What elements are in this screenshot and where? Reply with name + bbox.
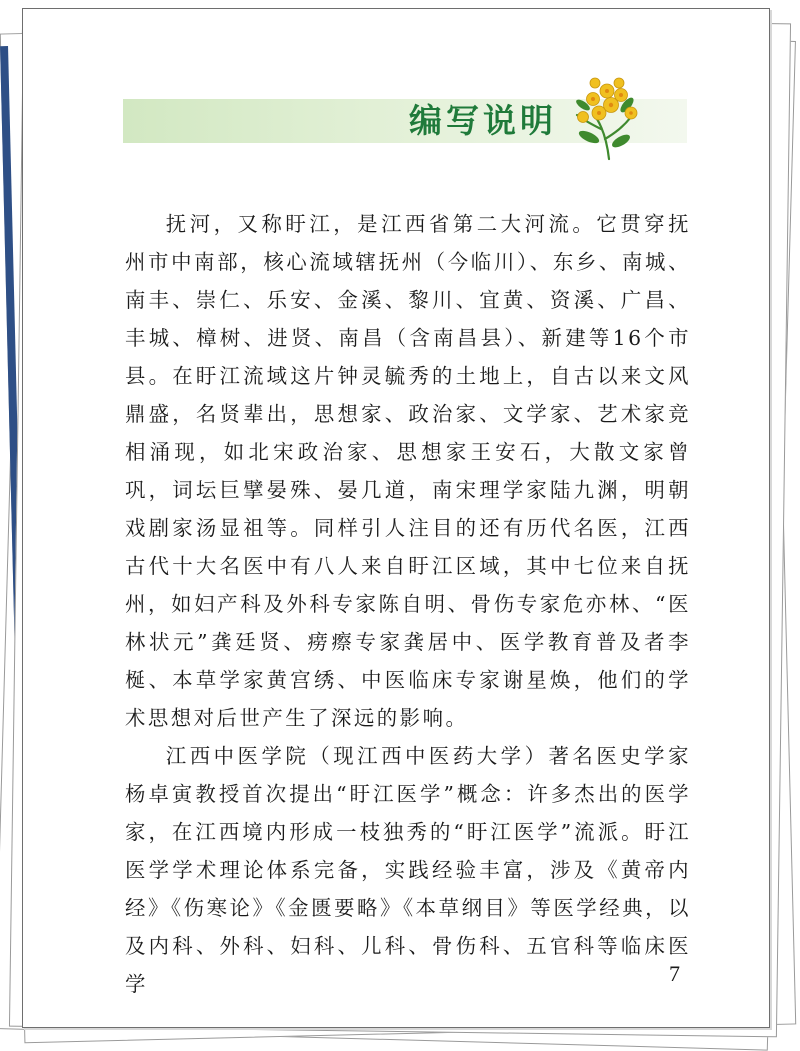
document-page bbox=[22, 8, 770, 1028]
title-banner bbox=[123, 99, 687, 143]
page-title: 编写说明 bbox=[409, 101, 557, 140]
body-text bbox=[125, 205, 691, 1003]
paragraph-2: 江西中医学院（现江西中医药大学）著名医史学家杨卓寅教授首次提出“盱江医学”概念：许多杰出的医学家，在江西境内形成一枝独秀的“盱江医学”流派。盱江医学学术理论体系完备，实践经验丰富，涉及《黄帝内经》《伤寒论》《金匮要略》《本草纲目》等医学经典，以及内科、外科、妇科、儿科、骨伤科、五官科等临床医学 bbox=[125, 744, 691, 996]
paragraph-1: 抚河，又称盱江，是江西省第二大河流。它贯穿抚州市中南部，核心流域辖抚州（今临川）、东乡、南城、南丰、崇仁、乐安、金溪、黎川、宜黄、资溪、广昌、丰城、樟树、进贤、南昌（含南昌县）、新建等16个市县。在盱江流域这片钟灵毓秀的土地上，自古以来文风鼎盛，名贤辈出，思想家、政治家、文学家、艺术家竞相涌现，如北宋政治家、思想家王安石，大散文家曾巩，词坛巨擘晏殊、晏几道，南宋理学家陆九渊，明朝戏剧家汤显祖等。同样引人注目的还有历代名医，江西古代十大名医中有八人来自盱江区域，其中七位来自抚州，如妇产科及外科专家陈自明、骨伤专家危亦林、“医林状元”龚廷贤、痨瘵专家龚居中、医学教育普及者李梴、本草学家黄宫绣、中医临床专家谢星焕，他们的学术思想对后世产生了深远的影响。 bbox=[125, 212, 691, 730]
flower-icon bbox=[569, 75, 651, 161]
page-number: 7 bbox=[669, 961, 680, 986]
